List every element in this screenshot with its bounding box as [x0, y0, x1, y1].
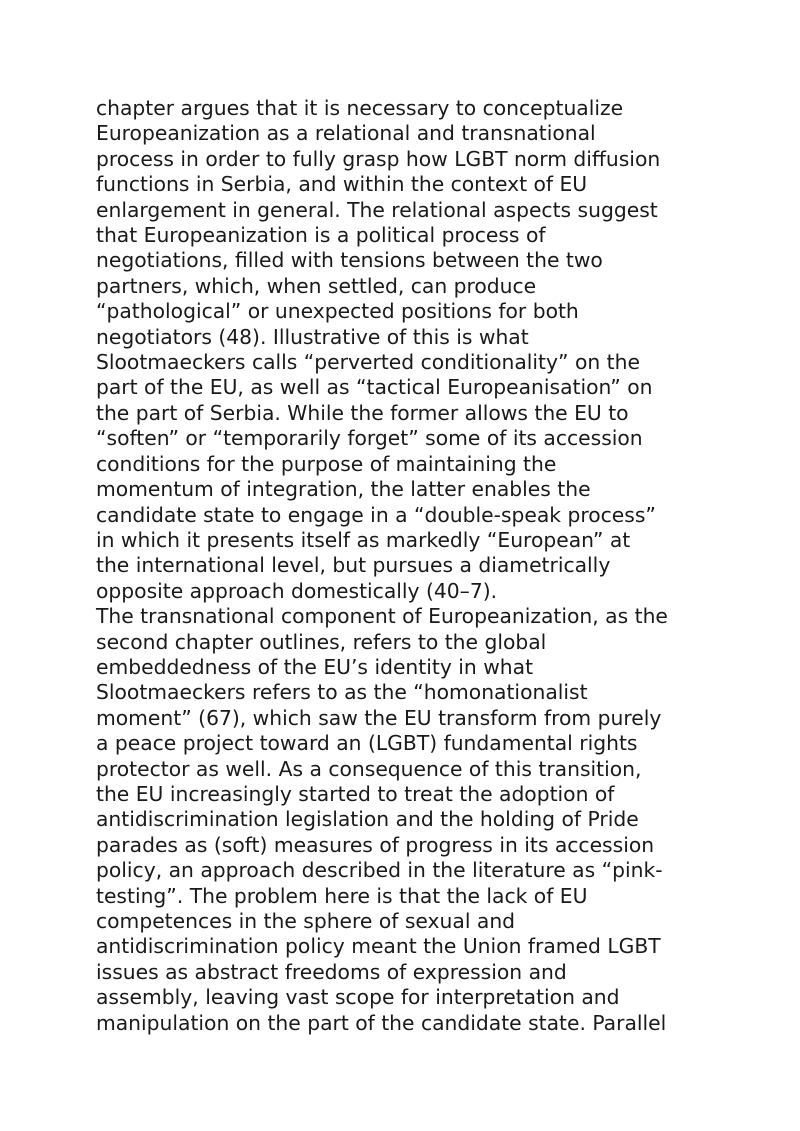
text-line: that Europeanization is a political process of	[96, 223, 546, 248]
text-line: protector as well. As a consequence of this transition,	[96, 756, 642, 781]
paragraph-1	[96, 96, 708, 604]
text-line: Europeanization as a relational and transnational	[96, 121, 596, 146]
text-line: testing”. The problem here is that the lack of EU	[96, 883, 588, 908]
text-line: part of the EU, as well as “tactical Europeanisation” on	[96, 375, 653, 400]
text-line: assembly, leaving vast scope for interpretation and	[96, 985, 620, 1010]
text-line: a peace project toward an (LGBT) fundamental rights	[96, 731, 638, 756]
text-line: the international level, but pursues a diametrically	[96, 553, 611, 578]
text-line: parades as (soft) measures of progress in its accession	[96, 832, 655, 857]
text-line: enlargement in general. The relational aspects suggest	[96, 197, 658, 222]
text-line: antidiscrimination policy meant the Union framed LGBT	[96, 934, 661, 959]
text-line: second chapter outlines, refers to the global	[96, 629, 547, 654]
text-line: opposite approach domestically (40–7).	[96, 578, 498, 603]
text-line: partners, which, when settled, can produce	[96, 273, 537, 298]
text-line: the EU increasingly started to treat the adoption of	[96, 781, 615, 806]
text-line: “pathological” or unexpected positions for both	[96, 299, 579, 324]
paragraph-2	[96, 604, 708, 1036]
text-line: competences in the sphere of sexual and	[96, 909, 516, 933]
text-line: negotiators (48). Illustrative of this is what	[96, 324, 529, 349]
text-line: The transnational component of Europeanization, as the	[96, 604, 668, 629]
text-line: moment” (67), which saw the EU transform from purely	[96, 705, 662, 730]
text-line: in which it presents itself as markedly “European” at	[96, 527, 631, 552]
text-line: policy, an approach described in the literature as “pink-	[96, 858, 663, 883]
text-line: conditions for the purpose of maintaining the	[96, 451, 557, 476]
text-line: antidiscrimination legislation and the holding of Pride	[96, 807, 639, 832]
text-line: “soften” or “temporarily forget” some of its accession	[96, 426, 643, 451]
text-line: candidate state to engage in a “double-speak process”	[96, 502, 656, 527]
text-line: functions in Serbia, and within the context of EU	[96, 172, 588, 197]
text-line: momentum of integration, the latter enables the	[96, 477, 591, 502]
text-line: issues as abstract freedoms of expression and	[96, 959, 567, 984]
text-line: chapter argues that it is necessary to conceptualize	[96, 96, 624, 120]
text-line: negotiations, filled with tensions between the two	[96, 248, 603, 273]
document-page	[96, 96, 708, 1036]
text-line: Slootmaeckers calls “perverted conditionality” on the	[96, 350, 640, 375]
text-line: embeddedness of the EU’s identity in what	[96, 654, 534, 679]
text-line: the part of Serbia. While the former allows the EU to	[96, 400, 629, 425]
text-line: Slootmaeckers refers to as the “homonationalist	[96, 680, 588, 705]
text-line: manipulation on the part of the candidate state. Parallel	[96, 1010, 667, 1035]
text-line: process in order to fully grasp how LGBT norm diffusion	[96, 146, 661, 171]
